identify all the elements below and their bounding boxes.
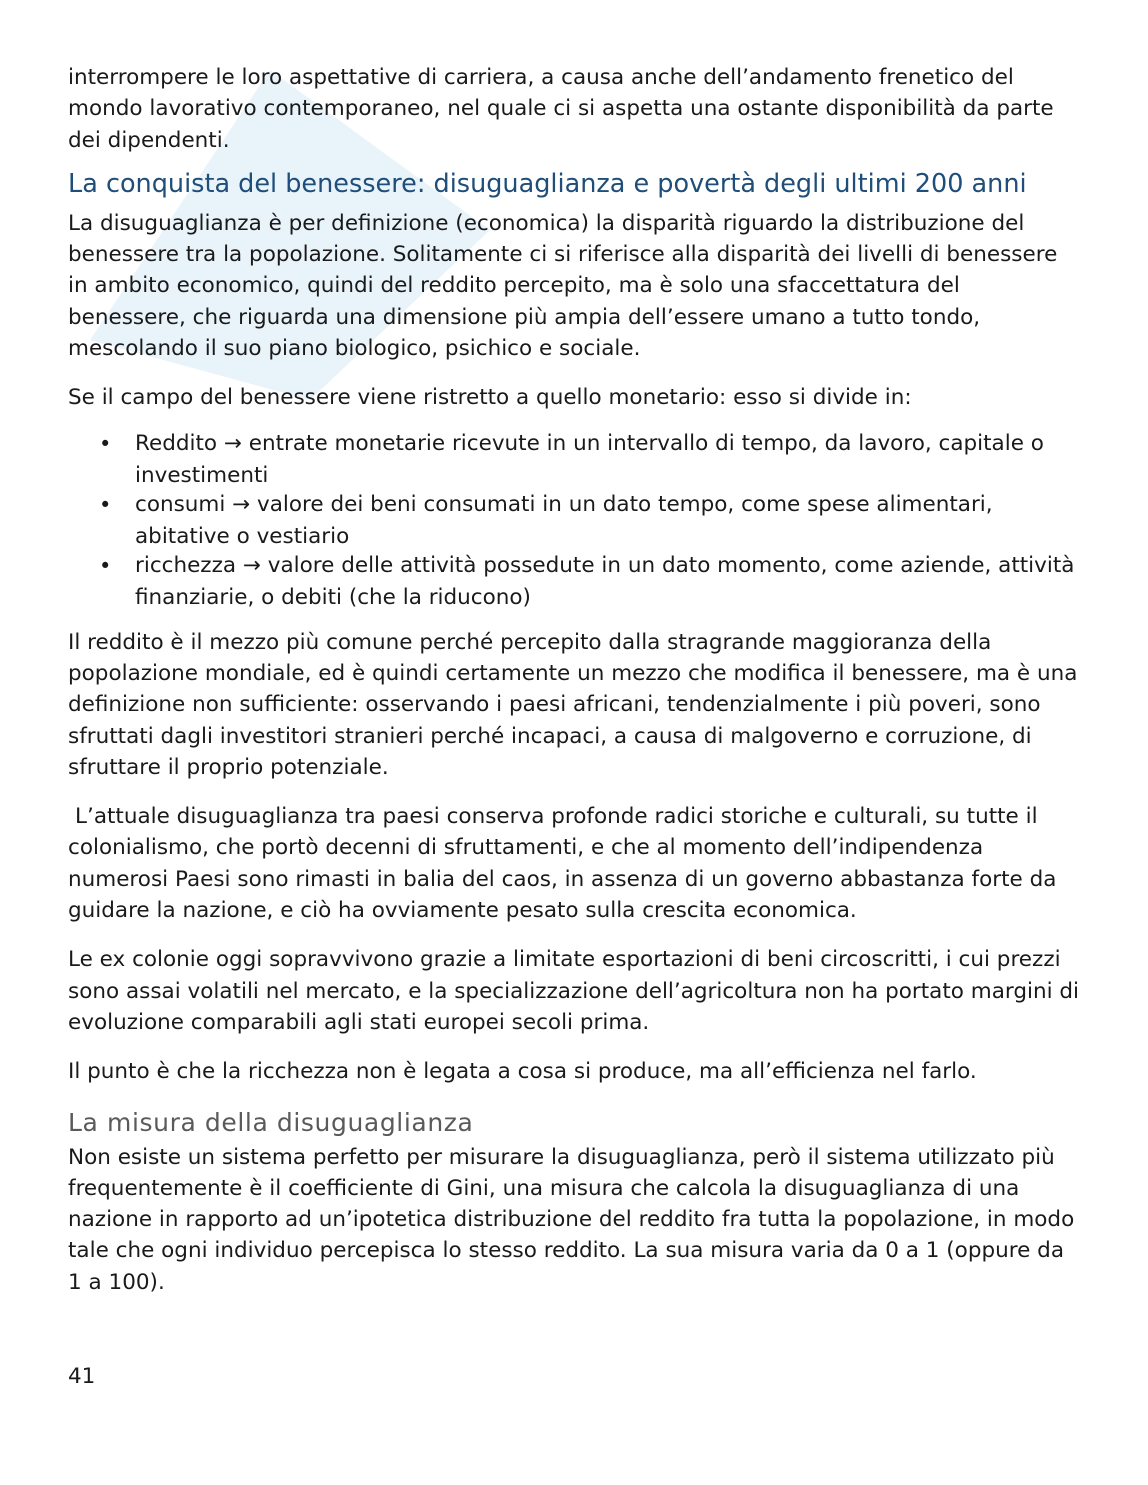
- bullet-icon: •: [99, 553, 112, 578]
- paragraph-gini: Non esiste un sistema perfetto per misurare la disuguaglianza, però il sistema utilizzato più frequentemente è il coefficiente di Gini, una misura che calcola la disuguaglianza di una nazione in rapporto ad un’ipotetica distribuzione del reddito fra tutta la popolazione, in modo tale che ogni individuo percepisca lo stesso reddito. La sua misura varia da 0 a 1 (oppure da 1 a 100).: [68, 1144, 1075, 1295]
- paragraph-ricchezza: Il punto è che la ricchezza non è legata a cosa si produce, ma all’efficienza nel farlo.: [68, 1059, 977, 1085]
- list-item-text: Reddito → entrate monetarie ricevute in un intervallo di tempo, da lavoro, capitale o investimenti: [135, 430, 1044, 488]
- list-item-text: ricchezza → valore delle attività possedute in un dato momento, come aziende, attività finanziarie, o debiti (che la riducono): [135, 552, 1075, 610]
- paragraph-intro-list: Se il campo del benessere viene ristretto a quello monetario: esso si divide in:: [68, 385, 912, 411]
- list-item: [68, 428, 1080, 492]
- list-item: [68, 489, 1080, 553]
- paragraph-continuation: interrompere le loro aspettative di carriera, a causa anche dell’andamento frenetico del mondo lavorativo contemporaneo, nel quale ci si aspetta una ostante disponibilità da parte dei dipendenti.: [68, 65, 1054, 153]
- section-heading: La conquista del benessere: disuguaglianza e povertà degli ultimi 200 anni: [68, 168, 1027, 199]
- page-number: 41: [68, 1364, 96, 1389]
- paragraph-colonialismo: L’attuale disuguaglianza tra paesi conserva profonde radici storiche e culturali, su tutte il colonialismo, che portò decenni di sfruttamenti, e che al momento dell’indipendenza numerosi Paesi sono rimasti in balia del caos, in assenza di un governo abbastanza forte da guidare la nazione, e ciò ha ovviamente pesato sulla crescita economica.: [68, 804, 1057, 924]
- bullet-icon: •: [99, 492, 112, 517]
- bullet-icon: •: [99, 431, 112, 456]
- document-page: [68, 62, 1080, 1316]
- subsection-heading: La misura della disuguaglianza: [68, 1107, 474, 1137]
- bullet-list: [68, 428, 1080, 614]
- paragraph-ex-colonie: Le ex colonie oggi sopravvivono grazie a limitate esportazioni di beni circoscritti, i cui prezzi sono assai volatili nel mercato, e la specializzazione dell’agricoltura non ha portato margini di evoluzione comparabili agli stati europei secoli prima.: [68, 947, 1080, 1035]
- list-item-text: consumi → valore dei beni consumati in un dato tempo, come spese alimentari, abitative o vestiario: [135, 491, 993, 549]
- list-item: [68, 550, 1080, 614]
- paragraph-reddito: Il reddito è il mezzo più comune perché percepito dalla stragrande maggioranza della popolazione mondiale, ed è quindi certamente un mezzo che modifica il benessere, ma è una definizione non sufficiente: osservando i paesi africani, tendenzialmente i più poveri, sono sfruttati dagli investitori stranieri perché incapaci, a causa di malgoverno e corruzione, di sfruttare il proprio potenziale.: [68, 629, 1078, 780]
- paragraph-definition: La disuguaglianza è per definizione (economica) la disparità riguardo la distribuzione del benessere tra la popolazione. Solitamente ci si riferisce alla disparità dei livelli di benessere in ambito economico, quindi del reddito percepito, ma è solo una sfaccettatura del benessere, che riguarda una dimensione più ampia dell’essere umano a tutto tondo, mescolando il suo piano biologico, psichico e sociale.: [68, 210, 1058, 362]
